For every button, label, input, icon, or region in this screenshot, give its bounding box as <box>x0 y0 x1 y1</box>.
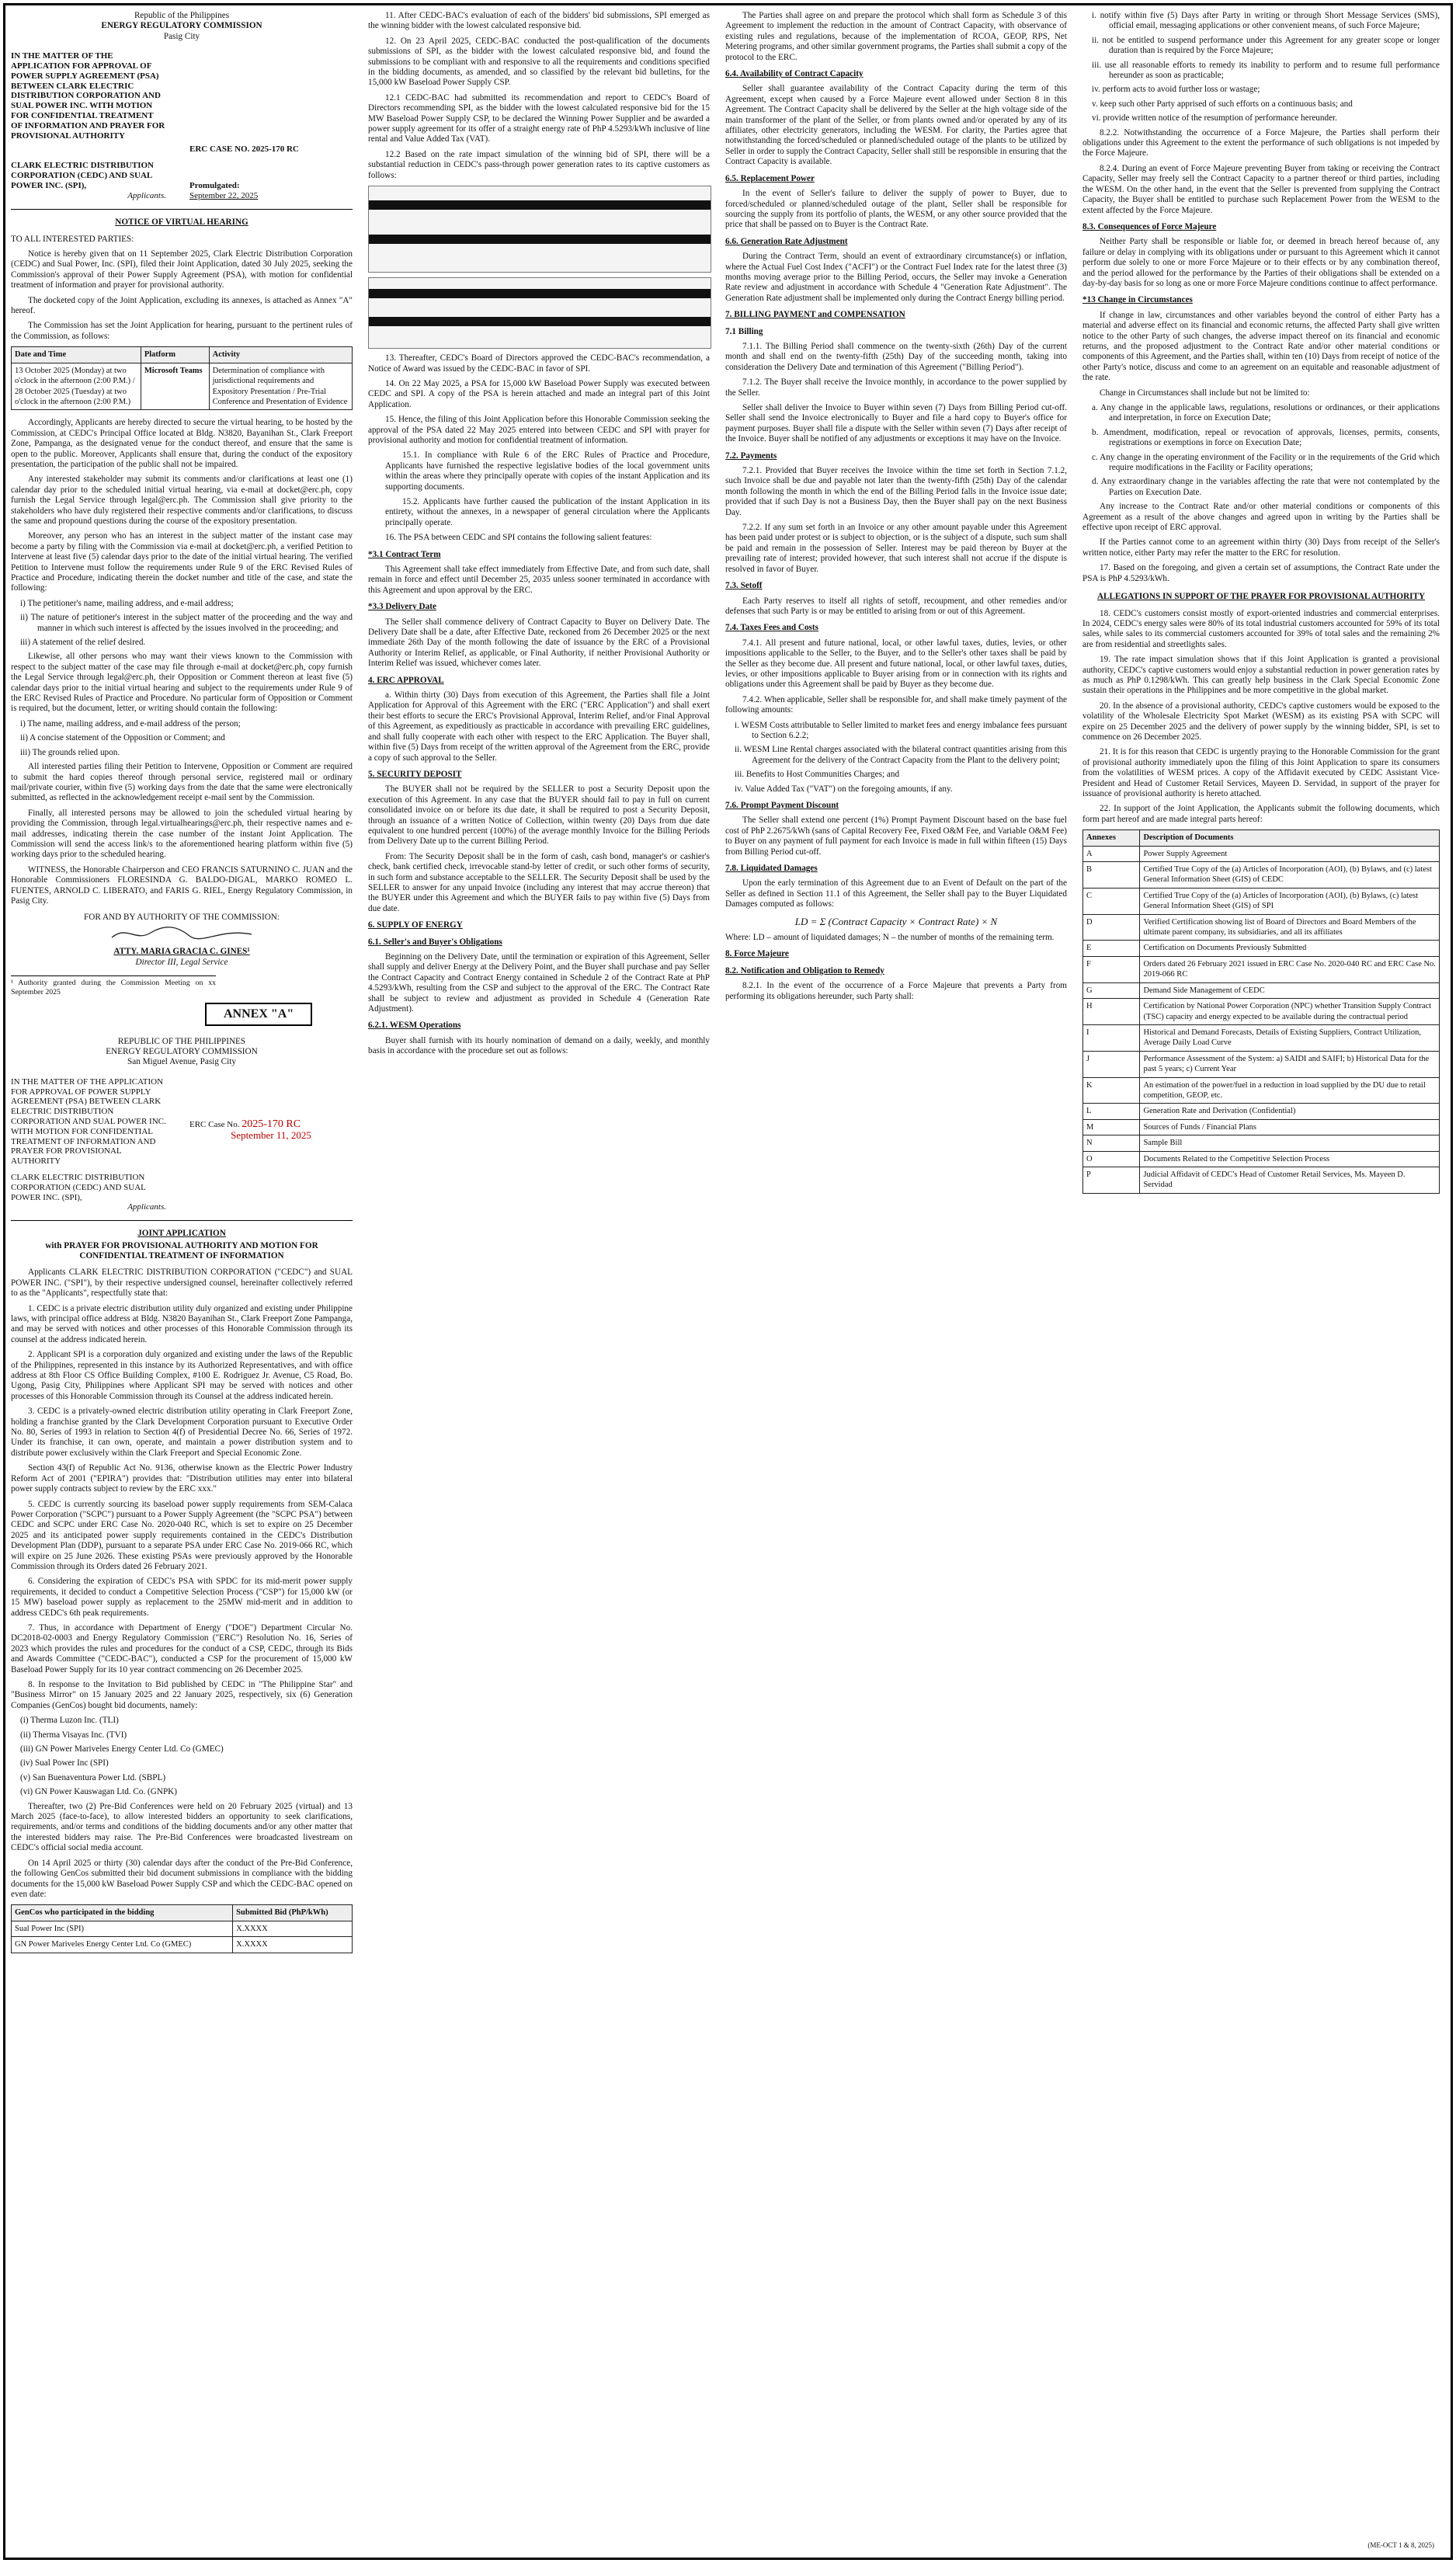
table-cell: B <box>1083 862 1140 889</box>
application-paragraph: 13. Thereafter, CEDC's Board of Directors approved the CEDC-BAC's recommendation, a Notice of Award was issued by the CEDC-BAC in favor of SPI. <box>368 353 710 374</box>
section-heading: *3.3 Delivery Date <box>368 602 436 612</box>
table-row <box>1083 982 1440 998</box>
section-heading: *3.1 Contract Term <box>368 549 441 559</box>
table-row <box>12 363 353 410</box>
application-header <box>11 1037 353 1068</box>
application-paragraph: 15. Hence, the filing of this Joint Application before this Honorable Commission seeking the approval of the PSA dated 22 May 2025 entered into between CEDC and SPI with prayer for provisional authority and motion for confidential treatment of information. <box>368 415 710 445</box>
table-cell: Sample Bill <box>1140 1135 1440 1151</box>
application-paragraph: On 14 April 2025 or thirty (30) calendar days after the conduct of the Pre-Bid Conference, the following GenCos submitted their bid document submissions in compliance with the bidding documents for the 15,000 kW Baseload Power Supply CSP and which the CEDC-BAC opened on even date: <box>11 1858 353 1899</box>
psa-clause: During the Contract Term, should an event of extraordinary circumstance(s) or inflation, where the Actual Fuel Cost Index ("ACFI") or the Contract Fuel Index rate for the latest three (3) months moving average prior to the Billing Period, occurs, the Seller may invoke a Generation Rate review and adjustment in accordance with Schedule 4 "Generation Rate Adjustment". The Generation Rate adjustment shall be implemented only during the Contract Energy billing period. <box>725 252 1067 303</box>
divider <box>11 1220 353 1221</box>
application-paragraph: 3. CEDC is a privately-owned electric distribution utility operating in Clark Freeport Zone, holding a franchise granted by the Clark Development Corporation pursuant to Executive Order No. 80, Series of 1993 in relation to Section 4(f) of Presidential Decree No. 66, Series of 1972. Under its franchise, it can own, operate, and maintain a power distribution system and to distribute power exclusively within the Clark Freeport and Special Economic Zone. <box>11 1407 353 1458</box>
table-row <box>1083 1167 1440 1193</box>
table-header: GenCos who participated in the bidding <box>12 1905 233 1921</box>
section-heading: 7. BILLING PAYMENT and COMPENSATION <box>725 310 905 320</box>
list-item: (iii) GN Power Mariveles Energy Center Ltd. Co (GMEC) <box>20 1744 224 1754</box>
table-row <box>1083 999 1440 1025</box>
table-header: Annexes <box>1083 830 1140 846</box>
application-caption-title: IN THE MATTER OF THE APPLICATION FOR APPROVAL OF POWER SUPPLY AGREEMENT (PSA) BETWEEN CLARK ELECTRIC DISTRIBUTION CORPORATION AND SUAL POWER INC. WITH MOTION FOR CONFIDENTIAL TREATMENT OF INFORMATION AND PRAYER FOR PROVISIONAL AUTHORITY <box>11 1076 166 1167</box>
psa-clause: Seller shall deliver the Invoice to Buyer within seven (7) Days from Billing Period cut-off. Seller shall send the Invoice electronically to Buyer and file a hard copy to Buyer's office for payment purposes. Buyer shall file a dispute with the Seller within seven (7) Days after receipt of the Invoice. Buyer shall be notified of any adjustments or exceptions it may have on the Invoice. <box>725 403 1067 444</box>
table-cell: An estimation of the power/fuel in a reduction in load supplied by the DU due to retail competition, GEOP, etc. <box>1140 1077 1440 1104</box>
table-row <box>1083 1135 1440 1151</box>
table-row <box>1083 941 1440 956</box>
table-cell: Certification by National Power Corporation (NPC) whether Transition Supply Contract (TSC) capacity and energy expected to be available during the contractual period <box>1140 999 1440 1025</box>
list-item: iii. use all reasonable efforts to remedy its inability to perform and to resume full performance hereunder as soon as practicable; <box>1092 60 1440 81</box>
psa-clause: Any increase to the Contract Rate and/or other material conditions or components of this Agreement as a result of the above changes and agreed upon in writing by the Parties shall be effective upon receipt of ERC approval. <box>1082 502 1440 533</box>
notice-paragraph: Accordingly, Applicants are hereby directed to secure the virtual hearing, to be hosted by the Commission, at CEDC's Principal Office located at Bldg. N3820, Bayanihan St., Clark Freeport Zone, Pampanga, as the designated venue for the conduct thereof, and ensure that the same is open to the public. Moreover, Applicants shall ensure that, during the conduct of the expository presentation, the participation of the public shall not be impaired. <box>11 418 353 469</box>
notice-paragraph: Likewise, all other persons who may want their views known to the Commission with respect to the subject matter of the case may file through e-mail at docket@erc.ph, copy furnish the Legal Service through legal@erc.ph, their Opposition or Comment thereon at least five (5) calendar days prior to the initial virtual hearing and subject to the requirements under Rule 9 of the ERC Revised Rules of Practice and Procedure. No particular form of Opposition or Comment is required, but the document, letter, or writing should contain the following: <box>11 652 353 714</box>
list-item: (iv) Sual Power Inc (SPI) <box>20 1758 109 1768</box>
republic-line: REPUBLIC OF THE PHILIPPINES <box>117 1036 246 1046</box>
psa-clause: The Parties shall agree on and prepare the protocol which shall form as Schedule 3 of this Agreement to implement the reduction in the amount of Contract Capacity, with observance of existing rules and regulations, because of the implementation of RCOA, GEOP, RPS, Net Metering programs, and other similar government programs, the Parties shall submit a copy of the protocol to the ERC. <box>725 11 1067 62</box>
case-date: September 11, 2025 <box>231 1128 311 1141</box>
application-paragraph: 7. Thus, in accordance with Department of Energy ("DOE") Department Circular No. DC2018-02-0003 and Energy Regulatory Commission ("ERC") Resolution No. 16, Series of 2023 which provides the rules and procedures for the conduct of a CSP, CEDC, through its Bids and Awards Committee ("CEDC-BAC"), conducted a CSP for the procurement of 15,000 kW Baseload Power Supply for its 10 year contract commencing on 26 December 2025. <box>11 1622 353 1674</box>
case-number-label: ERC Case No. <box>189 1119 240 1129</box>
table-cell: Orders dated 26 February 2021 issued in ERC Case No. 2020-040 RC and ERC Case No. 2019-066 RC <box>1140 956 1440 982</box>
case-number: 2025-170 RC <box>242 1118 301 1130</box>
table-row <box>12 1937 353 1953</box>
table-row <box>1083 1077 1440 1104</box>
case-number: ERC CASE NO. 2025-170 RC <box>189 144 299 155</box>
signatory-name: ATTY. MARIA GRACIA C. GINES¹ <box>113 947 250 957</box>
parties-caption <box>11 161 353 201</box>
promulgated-date: September 22, 2025 <box>189 191 259 201</box>
table-cell: Certification on Documents Previously Submitted <box>1140 941 1440 956</box>
psa-clause: Change in Circumstances shall include but not be limited to: <box>1100 388 1310 398</box>
list-item: (i) Therma Luzon Inc. (TLI) <box>20 1716 119 1726</box>
psa-clause: 7.4.1. All present and future national, local, or other lawful taxes, duties, levies, or other impositions applicable to the Seller, to the Buyer, and to the Seller's other taxes shall be paid by the Seller as they become due. All present and future national, local, or other lawful taxes, duties, levies, or other impositions applicable to Buyer arising from or in connection with its rights and obligations under this Agreement shall be paid by Buyer as they become due. <box>725 638 1067 690</box>
table-cell: X.XXXX <box>233 1937 353 1953</box>
application-subtitle: with PRAYER FOR PROVISIONAL AUTHORITY AND MOTION FOR CONFIDENTIAL TREATMENT OF INFORMATION <box>45 1240 318 1261</box>
application-paragraph: 21. It is for this reason that CEDC is urgently praying to the Honorable Commission for the grant of provisional authority immediately upon the filing of this Joint Application to spare its consumers from the volatilities of WESM prices. A copy of the Affidavit executed by CEDC Assistant Vice-President and Head of Customer Retail Services, Mayeen D. Servidad, in support of the prayer for issuance of provisional authority is hereto attached. <box>1082 747 1440 798</box>
psa-clause: From: The Security Deposit shall be in the form of cash, cash bond, manager's or cashier's check, bank certified check, irrevocable stand-by letter of credit, or such other forms of security, in such form and substance acceptable to the SELLER. The Security Deposit shall be used by the SELLER to answer for any unpaid Invoice (including any interest that may accrue thereon) that the BUYER under this Agreement and which the BUYER fails to pay within five (5) Days from due date. <box>368 851 710 913</box>
section-heading: 6. SUPPLY OF ENERGY <box>368 920 463 930</box>
table-cell: F <box>1083 956 1140 982</box>
application-paragraph: 11. After CEDC-BAC's evaluation of each of the bidders' bid submissions, SPI emerged as the winning bidder with the lowest calculated responsive bid. <box>368 11 710 31</box>
signature-image <box>104 923 259 944</box>
footnote: ¹ Authority granted during the Commission Meeting on xx September 2025 <box>11 975 216 996</box>
application-paragraph: 8. In response to the Invitation to Bid published by CEDC in "The Philippine Star" and "Business Mirror" on 15 January 2025 and 22 January 2025, respectively, six (6) Generation Companies (GenCos) bought bid documents, namely: <box>11 1680 353 1710</box>
annex-label: ANNEX "A" <box>205 1003 312 1025</box>
list-item: i. notify within five (5) Days after Party in writing or through Short Message Services (SMS), official email, messaging applications or other convenient means, of such Force Majeure; <box>1092 11 1440 31</box>
city-line: Pasig City <box>163 31 200 41</box>
table-cell: Certified True Copy of the (a) Articles of Incorporation (AOI), (b) Bylaws, and (c) latest General Information Sheet (GIS) of CEDC <box>1140 862 1440 889</box>
application-paragraph: 2. Applicant SPI is a corporation duly organized and existing under the laws of the Republic of the Philippines, represented in this instance by its Authorized Representatives, and with office address at 8th Floor CS Office Building Complex, #100 E. Rodriguez Jr. Avenue, C5 Road, Bo. Ugong, Pasig City, Philippines where Applicant SPI may be served with notices and other processes of this Honorable Commission through its Counsel at the address indicated herein. <box>11 1350 353 1401</box>
table-header: Platform <box>141 347 209 363</box>
notice-addressee: TO ALL INTERESTED PARTIES: <box>11 234 134 244</box>
section-subheading: 7.1 Billing <box>725 326 763 336</box>
application-caption <box>11 1077 353 1167</box>
psa-clause: 7.2.1. Provided that Buyer receives the Invoice within the time set forth in Section 7.1.2, such Invoice shall be due and payable not later than the twenty-fifth (25th) Day of the calendar month following the month in which the end of the Billing Period falls in the Invoice issue date; provided that if such Day is not a Business Day, then the Buyer shall pay on the next Business Day. <box>725 466 1067 517</box>
application-paragraph: Thereafter, two (2) Pre-Bid Conferences were held on 20 February 2025 (virtual) and 13 March 2025 (face-to-face), to allow interested bidders an opportunity to seek clarifications, requirements, and/or terms and conditions of the bidding documents and/or any other matter that the interested bidders may raise. The Pre-Bid Conferences were broadcasted livestream on CEDC's official social media account. <box>11 1801 353 1853</box>
table-row <box>1083 862 1440 889</box>
list-item: a. Any change in the applicable laws, regulations, resolutions or ordinances, or their applications and interpretation, in force on Execution Date; <box>1092 403 1440 423</box>
table-cell: M <box>1083 1119 1140 1135</box>
table-cell: Microsoft Teams <box>141 363 209 410</box>
column-1 <box>11 11 353 1961</box>
table-cell: X.XXXX <box>233 1921 353 1936</box>
section-heading: 6.6. Generation Rate Adjustment <box>725 236 848 246</box>
agency-line: ENERGY REGULATORY COMMISSION <box>106 1047 258 1056</box>
section-heading: 7.8. Liquidated Damages <box>725 864 818 874</box>
notice-paragraph: The Commission has set the Joint Application for hearing, pursuant to the pertinent rules of the Commission, as follows: <box>11 321 353 341</box>
table-cell: Certified True Copy of the (a) Articles of Incorporation (AOI), (b) Bylaws, (c) latest General Information Sheet (GIS) of SPI <box>1140 888 1440 914</box>
list-item: b. Amendment, modification, repeal or revocation of approvals, licenses, permits, consents, registrations or exemptions in force on Execution Date; <box>1092 427 1440 448</box>
psa-clause: In the event of Seller's failure to deliver the supply of power to Buyer, due to forced/scheduled or planned/scheduled outage of the plant, Seller shall be responsible for sourcing the supply from its portfolio of plants, the WESM, or any other source provided that the price that shall be passed on to Buyer is the Contract Rate. <box>725 189 1067 230</box>
table-cell: Power Supply Agreement <box>1140 846 1440 861</box>
application-paragraph: 15.2. Applicants have further caused the publication of the instant Application in its entirety, without the annexes, in a newspaper of general circulation where the Applicants principally operate. <box>385 496 710 527</box>
table-row <box>1083 914 1440 941</box>
table-cell: Sual Power Inc (SPI) <box>12 1921 233 1936</box>
notice-title: NOTICE OF VIRTUAL HEARING <box>115 217 248 228</box>
section-subheading: 8.2. Notification and Obligation to Remedy <box>725 965 884 975</box>
table-cell: GN Power Mariveles Energy Center Ltd. Co (GMEC) <box>12 1937 233 1953</box>
notice-paragraph: Any interested stakeholder may submit its comments and/or clarifications at least one (1) calendar day prior to the scheduled initial virtual hearing, via e-mail at docket@erc.ph, copy furnish the Legal Service through legal@erc.ph. The Commission shall give priority to the stakeholders who have duly registered their respective comments and/or clarifications, to discuss the same and propound questions during the course of the expository presentation. <box>11 475 353 526</box>
allegations-heading: ALLEGATIONS IN SUPPORT OF THE PRAYER FOR PROVISIONAL AUTHORITY <box>1096 592 1426 602</box>
table-band <box>369 235 711 244</box>
application-paragraph: 5. CEDC is currently sourcing its baseload power supply requirements from SEM-Calaca Power Corporation ("SCPC") pursuant to a Power Supply Agreement (the "SCPC PSA") between CEDC and SCPC under ERC Case No. 2020-040 RC, which is set to expire on 25 December 2025 and its anticipated power supply requirements contained in the CEDC's Distribution Development Plan (DDP), pursuant to a separate PSA under ERC Case No. 2019-066 RC, which will expire on 25 June 2026. These existing PSAs were previously approved by the Honorable Commission through its Orders dated 26 February 2021. <box>11 1499 353 1571</box>
notice-paragraph: Finally, all interested persons may be allowed to join the scheduled virtual hearing by providing the Commission, through legal.virtualhearings@erc.ph, their respective names and e-mail addresses, indicating therein the case number of the instant Joint Application. The Commission will send the access link/s to the aforementioned hearing platform within five (5) working days prior to the scheduled hearing. <box>11 808 353 860</box>
table-cell: P <box>1083 1167 1140 1193</box>
application-intro: Applicants CLARK ELECTRIC DISTRIBUTION CORPORATION ("CEDC") and SUAL POWER INC. ("SPI"), by their respective undersigned counsel, hereinafter collectively referred to as the "Applicants", respectfully state that: <box>11 1268 353 1299</box>
table-band <box>369 317 711 326</box>
list-item: (v) San Buenaventura Power Ltd. (SBPL) <box>20 1772 166 1782</box>
bid-table <box>11 1904 353 1953</box>
table-cell: Sources of Funds / Financial Plans <box>1140 1119 1440 1135</box>
section-subheading: 6.1. Seller's and Buyer's Obligations <box>368 937 502 947</box>
list-item: ii) A concise statement of the Opposition or Comment; and <box>20 733 225 743</box>
list-item: i. WESM Costs attributable to Seller limited to market fees and energy imbalance fees pursuant to Section 6.2.2; <box>735 720 1067 740</box>
column-2 <box>368 11 710 1062</box>
rate-impact-table-image-2 <box>368 277 711 349</box>
psa-clause: 7.1.1. The Billing Period shall commence on the twenty-sixth (26th) Day of the current month and shall end on the twenty-fifth (25th) Day of the succeeding month, taking into consideration the Delivery Date and termination of this Agreement ("Billing Period"). <box>725 341 1067 372</box>
signatory-title: Director III, Legal Service <box>135 957 228 967</box>
application-paragraph: 12.1 CEDC-BAC had submitted its recommendation and report to CEDC's Board of Directors recommending SPI, as the bidder with the lowest calculated responsive bid for the 15 MW Baseload Power Supply CSP, to be declared the Winning Power Supplier and be awarded a power supply agreement for its offer of a straight energy rate of PhP 4.5293/kWh inclusive of line rental and Value Added Tax (VAT). <box>368 92 710 144</box>
psa-clause: a. Within thirty (30) Days from execution of this Agreement, the Parties shall file a Joint Application for Approval of this Agreement with the ERC ("ERC Application") and shall exert their best efforts to secure the ERC's Provisional Approval, Interim Relief, and/or Final Approval of this Agreement, as expeditiously as practicable in accordance with prevailing ERC guidelines, and shall fully cooperate with each other with respect to the ERC Application. The Buyer shall, within five (5) Days from receipt of the written approval of the Agreement from the ERC, provide a copy of such approval to the Seller. <box>368 690 710 763</box>
table-cell: Demand Side Management of CEDC <box>1140 982 1440 998</box>
list-item: iii) A statement of the relief desired. <box>20 638 146 648</box>
section-heading: 4. ERC APPROVAL <box>368 675 444 685</box>
list-item: v. keep such other Party apprised of such efforts on a continuous basis; and <box>1092 99 1353 109</box>
notice-paragraph: Moreover, any person who has an interest in the subject matter of the instant case may become a party by filing with the Commission via e-mail at docket@erc.ph, a verified Petition to Intervene at least five (5) calendar days prior to the date of the initial virtual hearing. The verified Petition to Intervene must follow the requirements under Rule 9 of the ERC Revised Rules of Practice and Procedure, indicating therein the docket number and title of the case, and state the following: <box>11 531 353 593</box>
republic-line: Republic of the Philippines <box>134 11 230 20</box>
notice-paragraph: All interested parties filing their Petition to Intervene, Opposition or Comment are required to submit the hard copies thereof through personal service, registered mail or ordinary mail/private courier, within five (5) working days from the date that the same were electronically submitted, as reflected in the acknowledgement receipt e-mail sent by the Commission. <box>11 762 353 803</box>
list-item: iii) The grounds relied upon. <box>20 747 120 757</box>
psa-clause: Each Party reserves to itself all rights of setoff, recoupment, and other remedies and/or defenses that such Party is or may be entitled to arising from or out of this Agreement. <box>725 596 1067 616</box>
list-item: i) The name, mailing address, and e-mail address of the person; <box>20 718 241 729</box>
table-cell: Verified Certification showing list of Board of Directors and Board Members of the ultimate parent company, its subsidiaries, and all its affiliates <box>1140 914 1440 941</box>
list-item: (vi) GN Power Kauswagan Ltd. Co. (GNPK) <box>20 1787 177 1797</box>
table-cell: O <box>1083 1151 1140 1167</box>
promulgated-block <box>189 161 353 201</box>
table-row <box>1083 846 1440 861</box>
application-paragraph: 15.1. In compliance with Rule 6 of the ERC Rules of Practice and Procedure, Applicants have furnished the respective legislative bodies of the local government units within the areas where they principally operate with copies of the instant Application and its supporting documents. <box>385 450 710 492</box>
application-paragraph: 17. Based on the foregoing, and given a certain set of assumptions, the Contract Rate under the PSA is PhP 4.5293/kWh. <box>1082 563 1440 583</box>
psa-clause: Buyer shall furnish with its hourly nomination of demand on a daily, weekly, and monthly basis in accordance with the procedure set out as follows: <box>368 1035 710 1056</box>
section-heading: 5. SECURITY DEPOSIT <box>368 769 462 779</box>
application-paragraph: 22. In support of the Joint Application, the Applicants submit the following documents, which form part hereof and are made integral parts hereof: <box>1082 804 1440 824</box>
psa-clause: 7.2.2. If any sum set forth in an Invoice or any other amount payable under this Agreement has been paid under protest or is subject to objection, or is the subject of a dispute, such sum shall be paid and remain in the possession of Seller. Interest may be paid thereon by Buyer at the prevailing rate of interest; provided however, that such interest shall not accrue if the dispute is resolved in favor of Buyer. <box>725 523 1067 574</box>
rate-impact-table-image <box>368 186 711 273</box>
table-cell: L <box>1083 1104 1140 1119</box>
table-header: Submitted Bid (PhP/kWh) <box>233 1905 353 1921</box>
psa-clause: The Seller shall extend one percent (1%) Prompt Payment Discount based on the base fuel cost of PhP 2.2675/kWh (sans of Capital Recovery Fee, Fixed O&M Fee, and Variable O&M Fee) to Buyer on any payment of full payment for each Invoice is made in full within fifteen (15) Days from Billing Period cut-off. <box>725 816 1067 857</box>
table-cell: E <box>1083 941 1140 956</box>
parties-text: CLARK ELECTRIC DISTRIBUTION CORPORATION (CEDC) AND SUAL POWER INC. (SPI), <box>11 161 154 190</box>
address-line: San Miguel Avenue, Pasig City <box>127 1057 236 1067</box>
table-cell: D <box>1083 914 1140 941</box>
table-header: Description of Documents <box>1140 830 1440 846</box>
table-cell: Generation Rate and Derivation (Confidential) <box>1140 1104 1440 1119</box>
table-header: Date and Time <box>12 347 141 363</box>
psa-clause: This Agreement shall take effect immediately from Effective Date, and from such date, shall remain in force and effect until December 25, 2035 unless sooner terminated in accordance with this Agreement and upon approval by the ERC. <box>368 565 710 595</box>
list-item: ii) The nature of petitioner's interest in the subject matter of the proceeding and the way and manner in which such interest is affected by the issues involved in the proceeding; and <box>20 613 353 633</box>
table-cell: Judicial Affidavit of CEDC's Head of Customer Retail Services, Ms. Mayeen D. Servidad <box>1140 1167 1440 1193</box>
psa-clause: Where: LD – amount of liquidated damages; N – the number of months of the remaining term. <box>725 933 1055 943</box>
psa-clause: If change in law, circumstances and other variables beyond the control of either Party has a material and adverse effect on its financial and economic returns, the affected Party shall give written notice to the other Party of such changes, the adverse impact thereof on its financial and economic returns, and the proposed adjustment to the Contract Rate and/or other material conditions or components of this Agreement, and the Parties shall, within ten (10) Days from receipt of notice of the other Party's notice, discuss and come to an agreement on an equitable and reasonable adjustment of the rate. <box>1082 310 1440 383</box>
parties-block <box>11 161 166 201</box>
table-header: Activity <box>209 347 352 363</box>
section-heading: 6.4. Availability of Contract Capacity <box>725 69 864 79</box>
psa-clause: 8.2.2. Notwithstanding the occurrence of a Force Majeure, the Parties shall perform their obligations under this Agreement to the extent the performance of such obligations is not impeded by the Force Majeure. <box>1082 127 1440 158</box>
psa-clause: 7.4.2. When applicable, Seller shall be responsible for, and shall make timely payment of the following amounts: <box>725 694 1067 715</box>
list-item: c. Any change in the operating environment of the Facility or in the requirements of the Grid which require modifications in the Facility or Facility operations; <box>1092 452 1440 473</box>
application-paragraph: 14. On 22 May 2025, a PSA for 15,000 kW Baseload Power Supply was executed between CEDC and SPI. A copy of the PSA is herein attached and made an integral part of this Joint Application. <box>368 378 710 409</box>
section-heading: *13 Change in Circumstances <box>1082 295 1193 305</box>
signature-block <box>11 913 353 968</box>
hearing-schedule-table <box>11 346 353 410</box>
witness-paragraph: WITNESS, the Honorable Chairperson and CEO FRANCIS SATURNINO C. JUAN and the Honorable Commissioners FLORESINDA G. BALDO-DIGAL, MARKO ROMEO L. FUENTES, ARNOLD C. LIBERATO, and FARIS G. RIEL, Energy Regulatory Commission, in Pasig City. <box>11 864 353 906</box>
application-title: JOINT APPLICATION <box>137 1229 226 1239</box>
column-3 <box>725 11 1067 1007</box>
list-item: ii. WESM Line Rental charges associated with the bilateral contract quantities arising from this Agreement for the delivery of the Contract Capacity from the Plant to the delivery point; <box>735 745 1067 765</box>
application-paragraph: 12. On 23 April 2025, CEDC-BAC conducted the post-qualification of the documents submissions of SPI, as the bidder with the lowest calculated responsive bid, and found the submissions to be compliant with and responsive to all the requirements and conditions specified in the bidding documents, as amended, and so classified by the relevant bid bulletins, for the 15,000 kW Baseload Power Supply CSP. <box>368 36 710 88</box>
table-row <box>1083 1119 1440 1135</box>
column-4 <box>1082 11 1440 1202</box>
table-band <box>369 200 711 210</box>
psa-clause: The BUYER shall not be required by the SELLER to post a Security Deposit upon the execution of this Agreement. In any case that the BUYER should fail to pay in full on current consolidated invoice on or before its due date, it shall be required to post a Security Deposit, through an issuance of a written Notice of Collection, within twenty (20) Days from due date equivalent to one hundred percent (100%) of the average monthly Invoice for the Billing Periods from Delivery Date up to the current Billing Period. <box>368 784 710 847</box>
list-item: ii. not be entitled to suspend performance under this Agreement for any greater scope or longer duration than is required by the Force Majeure; <box>1092 35 1440 56</box>
table-row <box>1083 1051 1440 1077</box>
table-cell: N <box>1083 1135 1140 1151</box>
table-cell: G <box>1083 982 1140 998</box>
table-cell: 13 October 2025 (Monday) at two o'clock in the afternoon (2:00 P.M.) / 28 October 2025 (Tuesday) at two o'clock in the afternoon (2:00 P.M.) <box>12 363 141 410</box>
case-caption <box>11 51 353 155</box>
list-item: vi. provide written notice of the resumption of performance hereunder. <box>1092 113 1337 123</box>
table-cell: Documents Related to the Competitive Selection Process <box>1140 1151 1440 1167</box>
psa-clause: 8.2.4. During an event of Force Majeure preventing Buyer from taking or receiving the Contract Capacity, Seller may freely sell the Contract Capacity to a partner thereof or third parties, including the WESM. On the other hand, in the event that the Seller is prevented from supplying the Contract Capacity, the Buyer shall be entitled to purchase such Replacement Power from the WESM to the extent affected by the Force Majeure. <box>1082 163 1440 215</box>
section-heading: 8.3. Consequences of Force Majeure <box>1082 221 1217 231</box>
notice-paragraph: Notice is hereby given that on 11 September 2025, Clark Electric Distribution Corporation (CEDC) and Sual Power, Inc. (SPI), filed their Joint Application, dated 30 July 2025, seeking the Commission's approval of their Power Supply Agreement (PSA), with motion for confidential treatment of information and prayer for provisional authority. <box>11 249 353 290</box>
table-band <box>369 289 711 298</box>
table-cell: I <box>1083 1024 1140 1051</box>
section-heading: 8. Force Majeure <box>725 949 789 959</box>
divider <box>11 209 353 210</box>
table-cell: C <box>1083 888 1140 914</box>
applicants-label: Applicants. <box>127 1202 166 1212</box>
promulgated-label: Promulgated: <box>189 181 240 191</box>
application-paragraph: Section 43(f) of Republic Act No. 9136, otherwise known as the Electric Power Industry Reform Act of 2001 ("EPIRA") provides that: "Distribution utilities may enter into bilateral power supply contracts subject to review by the ERC xxx." <box>11 1463 353 1494</box>
list-item: i) The petitioner's name, mailing address, and e-mail address; <box>20 598 234 608</box>
application-parties <box>11 1173 353 1212</box>
table-cell: J <box>1083 1051 1140 1077</box>
case-number-block <box>189 51 353 155</box>
list-item: d. Any extraordinary change in the variables affecting the rate that were not contemplated by the Parties on Execution Date. <box>1092 477 1440 497</box>
agency-line: ENERGY REGULATORY COMMISSION <box>101 21 262 31</box>
list-item: iii. Benefits to Host Communities Charges; and <box>735 770 900 780</box>
table-cell: Historical and Demand Forecasts, Details of Existing Suppliers, Contract Utilization, Average Daily Load Curve <box>1140 1024 1440 1051</box>
application-case-block <box>189 1077 353 1167</box>
psa-clause: Beginning on the Delivery Date, until the termination or expiration of this Agreement, Seller shall supply and deliver Energy at the Delivery Point, and the Buyer shall purchase and pay Seller the Contract Capacity and Contract Energy contained in Schedule 2 of the Contract Rate at PhP 4.5293/kWh, resulting from the CSP and subject to the approval of the ERC. The Contract Rate shall be subject to review and adjustment as provided in Schedule 4 (Generation Rate Adjustment). <box>368 952 710 1014</box>
application-paragraph: 19. The rate impact simulation shows that if this Joint Application is granted a provisional authority, CEDC's captive customers would enjoy a substantial reduction in power generation rates by as much as PhP 0.1298/kWh. This can greatly help business in the Clark Special Economic Zone sustain their operations in the Philippines and be more competitive in the global market. <box>1082 655 1440 696</box>
section-heading: 7.4. Taxes Fees and Costs <box>725 623 818 633</box>
application-paragraph: 6. Considering the expiration of CEDC's PSA with SPDC for its mid-merit power supply requirements, it decided to conduct a Competitive Selection Process ("CSP") for 15,000 kW (or 15 MW) baseload power supply as replacement to the 25MW mid-merit and in addition to address CEDC's 6th peak requirements. <box>11 1577 353 1618</box>
psa-clause: The Seller shall commence delivery of Contract Capacity to Buyer on Delivery Date. The Delivery Date shall be a date, after Effective Date, reckoned from 26 December 2025 or the next immediate 26th Day of the month following the date of issuance by the ERC of a Provisional Authority or Interim Relief, as applicable, or Final Authority, if neither Provisional Authority or Interim Relief was issued, whichever comes later. <box>368 617 710 669</box>
psa-clause: Upon the early termination of this Agreement due to an Event of Default on the part of the Seller as defined in Section 11.1 of this Agreement, the Seller shall pay to the Buyer Liquidated Damages computed as follows: <box>725 878 1067 909</box>
list-item: iv. Value Added Tax ("VAT") on the foregoing amounts, if any. <box>735 784 953 794</box>
applicants-label: Applicants. <box>127 190 166 200</box>
table-row <box>1083 888 1440 914</box>
psa-clause: Neither Party shall be responsible or liable for, or deemed in breach hereof because of, any failure or delay in complying with its obligations under or pursuant to this Agreement which it cannot perform due solely to one or more Force Majeure or to their effects or by any combination thereof, and the period allowed for the performance by the Parties of their obligations shall be extended on a day-by-day basis for so long as one or more Force Majeure conditions continue to affect performance. <box>1082 237 1440 288</box>
parties-text: CLARK ELECTRIC DISTRIBUTION CORPORATION (CEDC) AND SUAL POWER INC. (SPI), <box>11 1172 146 1202</box>
table-row <box>1083 1104 1440 1119</box>
section-subheading: 6.2.1. WESM Operations <box>368 1021 461 1031</box>
table-row <box>1083 1024 1440 1051</box>
psa-clause: 8.2.1. In the event of the occurrence of a Force Majeure that prevents a Party from performing its obligations hereunder, such Party shall: <box>725 981 1067 1001</box>
application-paragraph: 16. The PSA between CEDC and SPI contains the following salient features: <box>385 533 652 543</box>
section-heading: 7.2. Payments <box>725 450 777 461</box>
table-cell: Determination of compliance with jurisdictional requirements and Expository Presentation / Pre-Trial Conference and Presentation of Evidence <box>209 363 352 410</box>
for-commission-line: FOR AND BY AUTHORITY OF THE COMMISSION: <box>84 913 280 923</box>
list-item: iv. perform acts to avoid further loss or wastage; <box>1092 85 1260 95</box>
table-row <box>1083 1151 1440 1167</box>
psa-clause: 7.1.2. The Buyer shall receive the Invoice monthly, in accordance to the power supplied by the Seller. <box>725 377 1067 398</box>
annex-table <box>1082 829 1440 1194</box>
table-cell: Performance Assessment of the System: a) SAIDI and SAIFI; b) Historical Data for the past 5 years; c) Current Year <box>1140 1051 1440 1077</box>
page-code: (ME-OCT 1 & 8, 2025) <box>1367 2541 1434 2549</box>
notice-paragraph: The docketed copy of the Joint Application, excluding its annexes, is attached as Annex "A" hereof. <box>11 295 353 316</box>
application-paragraph: 1. CEDC is a private electric distribution utility duly organized and existing under Philippine laws, with principal office address at Bldg. N3820 Bayanihan St., Clark Freeport Zone Pampanga, and may be served with notices and other processes of this Honorable Commission through its counsel at the address indicated herein. <box>11 1303 353 1344</box>
liquidated-damages-formula: LD = Σ (Contract Capacity × Contract Rate) × N <box>794 915 998 927</box>
table-cell: K <box>1083 1077 1140 1104</box>
application-paragraph: 18. CEDC's customers consist mostly of export-oriented industries and commercial enterprises. In 2024, CEDC's energy sales were 80% of its total industrial customers accounted for 59% of its total sales, while sales to its commercial customers accounted for 39% of total sales and the remaining 2% are from residential and streetlights sales. <box>1082 608 1440 649</box>
application-paragraph: 20. In the absence of a provisional authority, CEDC's captive customers would be exposed to the volatility of the Wholesale Electricity Spot Market (WESM) as its existing PSA with SCPC will expire on 25 December 2025 and the delivery of power supply by the winning bidder, SPI, is set to commence on 26 December 2025. <box>1082 701 1440 742</box>
erc-header <box>11 11 353 42</box>
table-row <box>12 1921 353 1936</box>
section-heading: 7.6. Prompt Payment Discount <box>725 801 839 810</box>
case-title: IN THE MATTER OF THE APPLICATION FOR APPROVAL OF POWER SUPPLY AGREEMENT (PSA) BETWEEN CLARK ELECTRIC DISTRIBUTION CORPORATION AND SUAL POWER INC. WITH MOTION FOR CONFIDENTIAL TREATMENT OF INFORMATION AND PRAYER FOR PROVISIONAL AUTHORITY <box>11 51 165 141</box>
section-heading: 6.5. Replacement Power <box>725 173 815 183</box>
psa-clause: If the Parties cannot come to an agreement within thirty (30) Days from receipt of the Seller's written notice, either Party may refer the matter to the ERC for resolution. <box>1082 537 1440 558</box>
table-cell: A <box>1083 846 1140 861</box>
psa-clause: Seller shall guarantee availability of the Contract Capacity during the term of this Agreement, except when caused by a Force Majeure event allowed under Section 8 in this Agreement. The Contract Capacity shall be delivered by the Seller at the high voltage side of the main transformer of the plant of the Seller, or from plants owned and/or operated by any of its affiliates, other electricity generators, including the WESM. For clarity, the Parties agree that notwithstanding the forced/scheduled or planned/scheduled outage of the plants to be utilized by Seller in order to supply the Contract Capacity, Seller shall still be responsible in ensuring that the Contract Capacity is available. <box>725 84 1067 167</box>
section-heading: 7.3. Setoff <box>725 581 763 591</box>
application-paragraph: 12.2 Based on the rate impact simulation of the winning bid of SPI, there will be a substantial reduction in CEDC's pass-through power generation rates to its captive customers as follows: <box>368 149 710 180</box>
table-row <box>1083 956 1440 982</box>
application-parties-block <box>11 1173 166 1212</box>
list-item: (ii) Therma Visayas Inc. (TVI) <box>20 1730 127 1740</box>
table-cell: H <box>1083 999 1140 1025</box>
